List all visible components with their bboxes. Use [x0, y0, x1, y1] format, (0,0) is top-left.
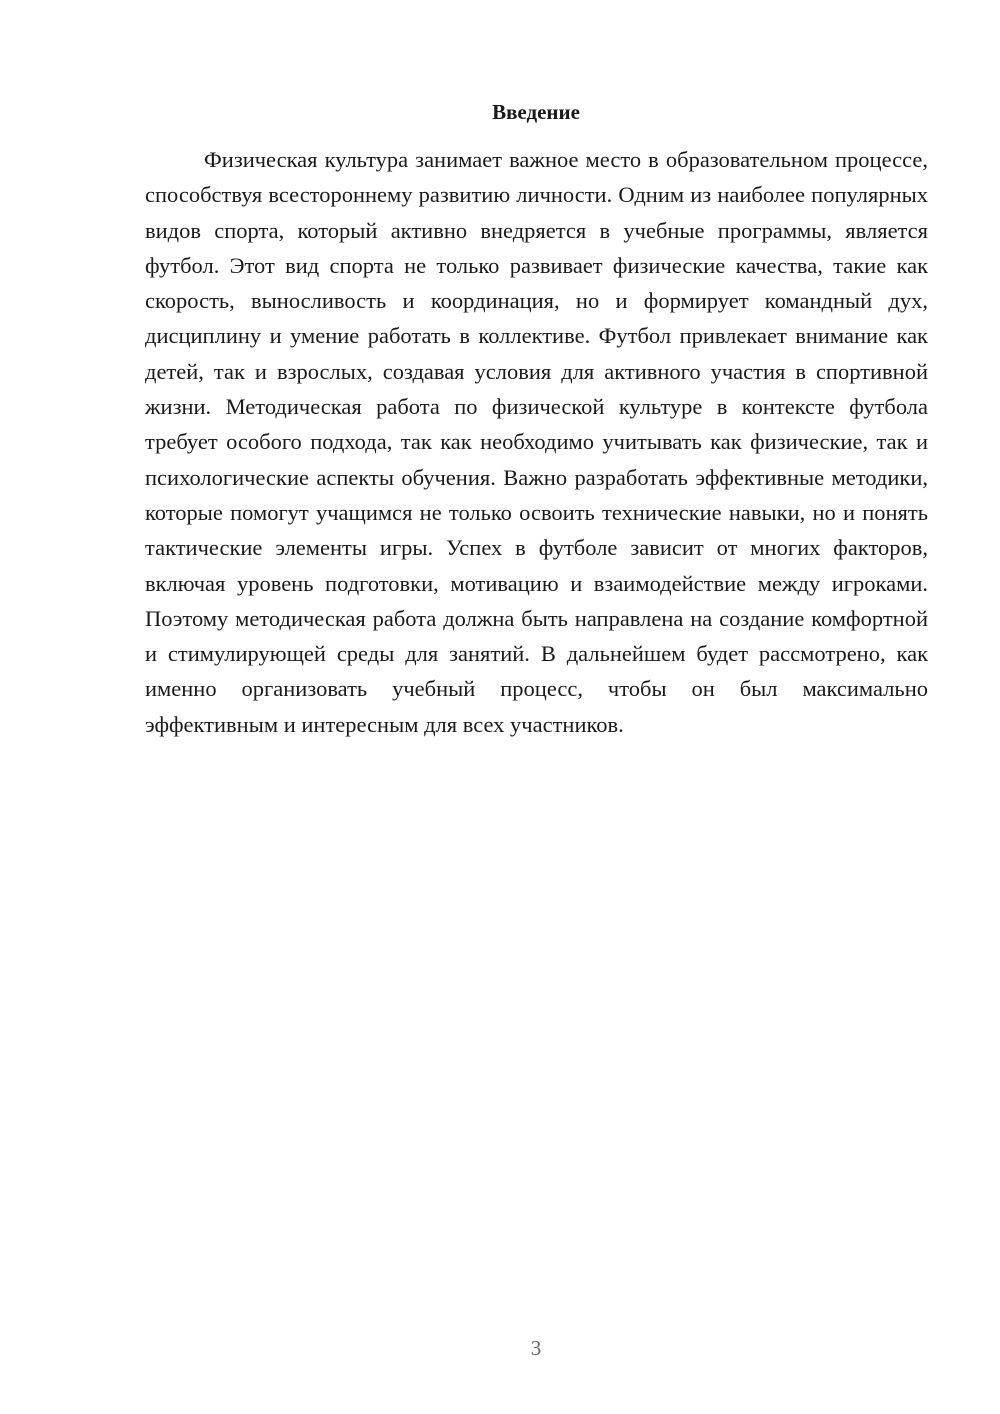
body-paragraph: Физическая культура занимает важное место в образовательном процессе, способствуя всестороннему развитию личности. Одним из наиболее популярных видов спорта, который активно внедряется в учебные программы, является футбол. Этот вид спорта не только развивает физические качества, такие как скорость, выносливость и координация, но и формирует командный дух, дисциплину и умение работать в коллективе. Футбол привлекает внимание как детей, так и взрослых, создавая условия для активного участия в спортивной жизни. Методическая работа по физической культуре в контексте футбола требует особого подхода, так как необходимо учитывать как физические, так и психологические аспекты обучения. Важно разработать эффективные методики, которые помогут учащимся не только освоить технические навыки, но и понять тактические элементы игры. Успех в футболе зависит от многих факторов, включая уровень подготовки, мотивацию и взаимодействие между игроками. Поэтому методическая работа должна быть направлена на создание комфортной и стимулирующей среды для занятий. В дальнейшем будет рассмотрено, как именно организовать учебный процесс, чтобы он был максимально эффективным и интересным для всех участников. [145, 147, 928, 737]
page-number: 3 [530, 1336, 542, 1360]
section-heading: Введение [492, 100, 580, 124]
